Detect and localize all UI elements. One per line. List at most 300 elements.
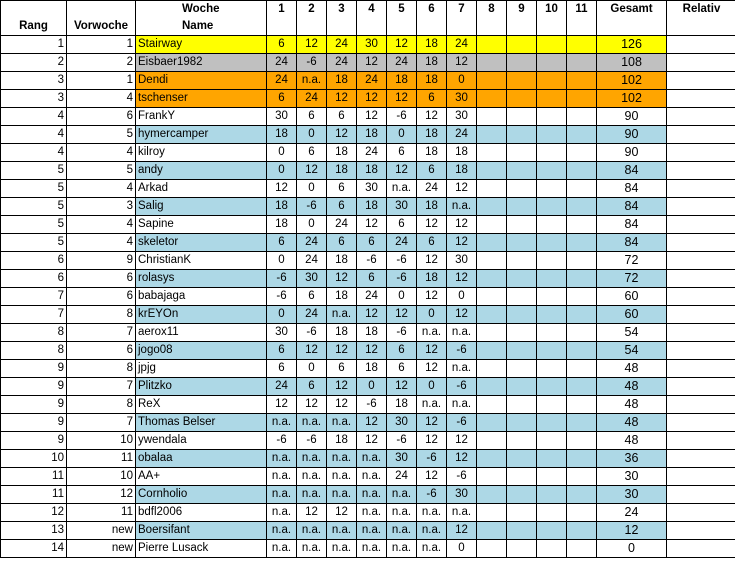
week-3-points-cell: n.a. xyxy=(327,450,357,468)
header-rang: Rang xyxy=(1,18,67,36)
week-5-points-cell: 18 xyxy=(387,72,417,90)
week-1-points-cell: -6 xyxy=(267,270,297,288)
week-4-points-cell: n.a. xyxy=(357,522,387,540)
week-8-points-cell xyxy=(477,216,507,234)
week-6-points-cell: 12 xyxy=(417,468,447,486)
week-6-points-cell: 12 xyxy=(417,216,447,234)
week-1-points-cell: 30 xyxy=(267,324,297,342)
relative-cell xyxy=(667,324,735,342)
week-1-points-cell: 12 xyxy=(267,180,297,198)
rank-cell: 13 xyxy=(1,522,67,540)
week-9-points-cell xyxy=(507,288,537,306)
rank-cell: 5 xyxy=(1,162,67,180)
week-6-points-cell: 0 xyxy=(417,378,447,396)
week-11-points-cell xyxy=(567,72,597,90)
week-9-points-cell xyxy=(507,432,537,450)
previous-week-cell: 1 xyxy=(67,36,136,54)
week-8-points-cell xyxy=(477,198,507,216)
week-4-points-cell: 30 xyxy=(357,36,387,54)
total-points-cell: 126 xyxy=(597,36,667,54)
week-8-points-cell xyxy=(477,414,507,432)
week-3-points-cell: n.a. xyxy=(327,306,357,324)
week-10-points-cell xyxy=(537,324,567,342)
total-points-cell: 54 xyxy=(597,342,667,360)
week-5-points-cell: 30 xyxy=(387,414,417,432)
week-9-points-cell xyxy=(507,450,537,468)
table-row xyxy=(1,306,735,324)
week-2-points-cell: 12 xyxy=(297,342,327,360)
player-name-cell: andy xyxy=(136,162,267,180)
week-1-points-cell: 30 xyxy=(267,108,297,126)
week-8-points-cell xyxy=(477,234,507,252)
total-points-cell: 60 xyxy=(597,306,667,324)
week-5-points-cell: 6 xyxy=(387,342,417,360)
header-week-3: 3 xyxy=(327,1,357,19)
header-week-7: 7 xyxy=(447,1,477,19)
week-1-points-cell: 18 xyxy=(267,216,297,234)
week-7-points-cell: 12 xyxy=(447,432,477,450)
player-name-cell: jpjg xyxy=(136,360,267,378)
week-1-points-cell: n.a. xyxy=(267,450,297,468)
week-10-points-cell xyxy=(537,306,567,324)
week-8-points-cell xyxy=(477,126,507,144)
previous-week-cell: 4 xyxy=(67,216,136,234)
week-10-points-cell xyxy=(537,414,567,432)
relative-cell xyxy=(667,450,735,468)
week-5-points-cell: n.a. xyxy=(387,540,417,558)
week-10-points-cell xyxy=(537,396,567,414)
table-row xyxy=(1,144,735,162)
relative-cell xyxy=(667,36,735,54)
week-5-points-cell: -6 xyxy=(387,324,417,342)
week-7-points-cell: 18 xyxy=(447,144,477,162)
week-9-points-cell xyxy=(507,72,537,90)
player-name-cell: AA+ xyxy=(136,468,267,486)
player-name-cell: ywendala xyxy=(136,432,267,450)
week-11-points-cell xyxy=(567,360,597,378)
player-name-cell: jogo08 xyxy=(136,342,267,360)
week-3-points-cell: 12 xyxy=(327,396,357,414)
previous-week-cell: 7 xyxy=(67,324,136,342)
week-3-points-cell: 6 xyxy=(327,360,357,378)
relative-cell xyxy=(667,288,735,306)
week-8-points-cell xyxy=(477,378,507,396)
week-6-points-cell: 12 xyxy=(417,432,447,450)
week-8-points-cell xyxy=(477,396,507,414)
week-7-points-cell: 24 xyxy=(447,126,477,144)
week-3-points-cell: 18 xyxy=(327,288,357,306)
week-9-points-cell xyxy=(507,216,537,234)
week-2-points-cell: 12 xyxy=(297,162,327,180)
week-10-points-cell xyxy=(537,252,567,270)
relative-cell xyxy=(667,180,735,198)
week-11-points-cell xyxy=(567,288,597,306)
week-1-points-cell: 6 xyxy=(267,234,297,252)
week-2-points-cell: 6 xyxy=(297,378,327,396)
week-9-points-cell xyxy=(507,360,537,378)
table-row xyxy=(1,324,735,342)
week-4-points-cell: -6 xyxy=(357,252,387,270)
week-5-points-cell: -6 xyxy=(387,252,417,270)
week-5-points-cell: 6 xyxy=(387,360,417,378)
previous-week-cell: 8 xyxy=(67,306,136,324)
week-5-points-cell: 12 xyxy=(387,36,417,54)
week-7-points-cell: 12 xyxy=(447,270,477,288)
previous-week-cell: 6 xyxy=(67,108,136,126)
table-row xyxy=(1,450,735,468)
week-6-points-cell: n.a. xyxy=(417,396,447,414)
table-row xyxy=(1,468,735,486)
total-points-cell: 102 xyxy=(597,72,667,90)
player-name-cell: krEYOn xyxy=(136,306,267,324)
week-5-points-cell: 12 xyxy=(387,306,417,324)
week-2-points-cell: -6 xyxy=(297,432,327,450)
rank-cell: 11 xyxy=(1,468,67,486)
week-11-points-cell xyxy=(567,378,597,396)
week-7-points-cell: 0 xyxy=(447,72,477,90)
week-10-points-cell xyxy=(537,522,567,540)
week-7-points-cell: 12 xyxy=(447,522,477,540)
week-7-points-cell: 12 xyxy=(447,216,477,234)
week-10-points-cell xyxy=(537,486,567,504)
week-7-points-cell: n.a. xyxy=(447,360,477,378)
week-2-points-cell: 6 xyxy=(297,108,327,126)
week-2-points-cell: n.a. xyxy=(297,540,327,558)
week-9-points-cell xyxy=(507,126,537,144)
total-points-cell: 48 xyxy=(597,414,667,432)
table-row xyxy=(1,522,735,540)
table-row xyxy=(1,162,735,180)
previous-week-cell: 10 xyxy=(67,432,136,450)
previous-week-cell: new xyxy=(67,522,136,540)
week-6-points-cell: 18 xyxy=(417,126,447,144)
week-11-points-cell xyxy=(567,468,597,486)
week-3-points-cell: n.a. xyxy=(327,522,357,540)
player-name-cell: obalaa xyxy=(136,450,267,468)
relative-cell xyxy=(667,54,735,72)
week-4-points-cell: 6 xyxy=(357,270,387,288)
week-3-points-cell: 12 xyxy=(327,126,357,144)
week-8-points-cell xyxy=(477,288,507,306)
week-3-points-cell: n.a. xyxy=(327,468,357,486)
header-row-bottom xyxy=(1,18,735,36)
total-points-cell: 102 xyxy=(597,90,667,108)
week-2-points-cell: 24 xyxy=(297,306,327,324)
relative-cell xyxy=(667,144,735,162)
week-9-points-cell xyxy=(507,252,537,270)
relative-cell xyxy=(667,414,735,432)
total-points-cell: 30 xyxy=(597,468,667,486)
week-2-points-cell: 0 xyxy=(297,126,327,144)
relative-cell xyxy=(667,216,735,234)
total-points-cell: 48 xyxy=(597,360,667,378)
previous-week-cell: 10 xyxy=(67,468,136,486)
table-row xyxy=(1,288,735,306)
week-3-points-cell: 18 xyxy=(327,144,357,162)
week-1-points-cell: 0 xyxy=(267,306,297,324)
week-10-points-cell xyxy=(537,234,567,252)
table-row xyxy=(1,378,735,396)
total-points-cell: 48 xyxy=(597,396,667,414)
total-points-cell: 84 xyxy=(597,234,667,252)
previous-week-cell: new xyxy=(67,540,136,558)
relative-cell xyxy=(667,468,735,486)
previous-week-cell: 3 xyxy=(67,198,136,216)
rank-cell: 9 xyxy=(1,378,67,396)
week-8-points-cell xyxy=(477,270,507,288)
week-6-points-cell: 6 xyxy=(417,90,447,108)
week-1-points-cell: 0 xyxy=(267,162,297,180)
header-week-8: 8 xyxy=(477,1,507,19)
week-6-points-cell: 6 xyxy=(417,234,447,252)
week-7-points-cell: -6 xyxy=(447,342,477,360)
week-8-points-cell xyxy=(477,342,507,360)
week-8-points-cell xyxy=(477,324,507,342)
player-name-cell: Stairway xyxy=(136,36,267,54)
week-11-points-cell xyxy=(567,432,597,450)
week-6-points-cell: n.a. xyxy=(417,324,447,342)
week-1-points-cell: 6 xyxy=(267,90,297,108)
table-row xyxy=(1,252,735,270)
table-row xyxy=(1,540,735,558)
player-name-cell: ChristianK xyxy=(136,252,267,270)
week-5-points-cell: -6 xyxy=(387,270,417,288)
week-4-points-cell: 12 xyxy=(357,54,387,72)
rank-cell: 4 xyxy=(1,108,67,126)
player-name-cell: rolasys xyxy=(136,270,267,288)
week-11-points-cell xyxy=(567,414,597,432)
week-4-points-cell: 18 xyxy=(357,324,387,342)
week-2-points-cell: n.a. xyxy=(297,414,327,432)
rank-cell: 12 xyxy=(1,504,67,522)
week-5-points-cell: n.a. xyxy=(387,522,417,540)
week-10-points-cell xyxy=(537,342,567,360)
table-row xyxy=(1,36,735,54)
header-week-5: 5 xyxy=(387,1,417,19)
week-3-points-cell: 12 xyxy=(327,342,357,360)
relative-cell xyxy=(667,396,735,414)
rank-cell: 2 xyxy=(1,54,67,72)
week-6-points-cell: 18 xyxy=(417,54,447,72)
table-row xyxy=(1,396,735,414)
table-row xyxy=(1,54,735,72)
week-6-points-cell: 12 xyxy=(417,108,447,126)
week-4-points-cell: n.a. xyxy=(357,468,387,486)
rank-cell: 4 xyxy=(1,126,67,144)
total-points-cell: 54 xyxy=(597,324,667,342)
week-10-points-cell xyxy=(537,468,567,486)
week-9-points-cell xyxy=(507,540,537,558)
week-3-points-cell: 24 xyxy=(327,54,357,72)
week-9-points-cell xyxy=(507,414,537,432)
week-11-points-cell xyxy=(567,486,597,504)
table-row xyxy=(1,198,735,216)
relative-cell xyxy=(667,252,735,270)
week-11-points-cell xyxy=(567,90,597,108)
week-3-points-cell: 12 xyxy=(327,270,357,288)
week-2-points-cell: 24 xyxy=(297,234,327,252)
header-blank-1 xyxy=(1,1,67,19)
header-gesamt: Gesamt xyxy=(597,1,667,19)
week-2-points-cell: 0 xyxy=(297,216,327,234)
week-6-points-cell: 0 xyxy=(417,306,447,324)
week-1-points-cell: n.a. xyxy=(267,522,297,540)
week-2-points-cell: 12 xyxy=(297,396,327,414)
week-7-points-cell: n.a. xyxy=(447,198,477,216)
table-row xyxy=(1,360,735,378)
week-10-points-cell xyxy=(537,450,567,468)
week-9-points-cell xyxy=(507,342,537,360)
total-points-cell: 84 xyxy=(597,198,667,216)
week-1-points-cell: n.a. xyxy=(267,414,297,432)
header-week-2: 2 xyxy=(297,1,327,19)
header-row-top xyxy=(1,1,735,19)
week-10-points-cell xyxy=(537,270,567,288)
week-4-points-cell: 24 xyxy=(357,144,387,162)
week-4-points-cell: n.a. xyxy=(357,504,387,522)
week-4-points-cell: n.a. xyxy=(357,450,387,468)
week-1-points-cell: 0 xyxy=(267,252,297,270)
week-11-points-cell xyxy=(567,162,597,180)
week-9-points-cell xyxy=(507,504,537,522)
rank-cell: 3 xyxy=(1,90,67,108)
relative-cell xyxy=(667,360,735,378)
player-name-cell: Thomas Belser xyxy=(136,414,267,432)
rank-cell: 9 xyxy=(1,432,67,450)
week-5-points-cell: 0 xyxy=(387,126,417,144)
week-1-points-cell: 6 xyxy=(267,342,297,360)
week-11-points-cell xyxy=(567,126,597,144)
previous-week-cell: 7 xyxy=(67,378,136,396)
week-2-points-cell: 12 xyxy=(297,36,327,54)
week-3-points-cell: n.a. xyxy=(327,414,357,432)
relative-cell xyxy=(667,72,735,90)
week-8-points-cell xyxy=(477,180,507,198)
week-4-points-cell: 30 xyxy=(357,180,387,198)
week-6-points-cell: 12 xyxy=(417,252,447,270)
previous-week-cell: 5 xyxy=(67,162,136,180)
previous-week-cell: 9 xyxy=(67,252,136,270)
week-7-points-cell: 30 xyxy=(447,90,477,108)
week-5-points-cell: -6 xyxy=(387,108,417,126)
previous-week-cell: 1 xyxy=(67,72,136,90)
total-points-cell: 36 xyxy=(597,450,667,468)
week-5-points-cell: n.a. xyxy=(387,180,417,198)
week-10-points-cell xyxy=(537,72,567,90)
previous-week-cell: 4 xyxy=(67,90,136,108)
rank-cell: 7 xyxy=(1,306,67,324)
week-8-points-cell xyxy=(477,72,507,90)
total-points-cell: 84 xyxy=(597,180,667,198)
week-3-points-cell: 6 xyxy=(327,180,357,198)
rank-cell: 9 xyxy=(1,414,67,432)
week-5-points-cell: n.a. xyxy=(387,486,417,504)
relative-cell xyxy=(667,198,735,216)
week-5-points-cell: -6 xyxy=(387,432,417,450)
relative-cell xyxy=(667,504,735,522)
rank-cell: 5 xyxy=(1,234,67,252)
week-9-points-cell xyxy=(507,270,537,288)
week-3-points-cell: 6 xyxy=(327,108,357,126)
player-name-cell: kilroy xyxy=(136,144,267,162)
week-2-points-cell: -6 xyxy=(297,324,327,342)
week-9-points-cell xyxy=(507,306,537,324)
previous-week-cell: 6 xyxy=(67,288,136,306)
week-2-points-cell: n.a. xyxy=(297,450,327,468)
week-7-points-cell: -6 xyxy=(447,414,477,432)
week-7-points-cell: 12 xyxy=(447,450,477,468)
week-11-points-cell xyxy=(567,324,597,342)
week-4-points-cell: 12 xyxy=(357,90,387,108)
header-blank-2 xyxy=(67,1,136,19)
header-name: Name xyxy=(136,18,267,36)
week-8-points-cell xyxy=(477,54,507,72)
week-8-points-cell xyxy=(477,450,507,468)
week-1-points-cell: 18 xyxy=(267,198,297,216)
rank-cell: 14 xyxy=(1,540,67,558)
week-3-points-cell: 18 xyxy=(327,252,357,270)
week-5-points-cell: 0 xyxy=(387,288,417,306)
week-2-points-cell: 0 xyxy=(297,360,327,378)
week-6-points-cell: 18 xyxy=(417,144,447,162)
week-11-points-cell xyxy=(567,252,597,270)
week-1-points-cell: n.a. xyxy=(267,486,297,504)
week-11-points-cell xyxy=(567,180,597,198)
week-11-points-cell xyxy=(567,342,597,360)
player-name-cell: Cornholio xyxy=(136,486,267,504)
player-name-cell: Eisbaer1982 xyxy=(136,54,267,72)
player-name-cell: babajaga xyxy=(136,288,267,306)
previous-week-cell: 4 xyxy=(67,180,136,198)
week-10-points-cell xyxy=(537,36,567,54)
previous-week-cell: 4 xyxy=(67,144,136,162)
week-11-points-cell xyxy=(567,198,597,216)
table-row xyxy=(1,90,735,108)
table-row xyxy=(1,216,735,234)
week-6-points-cell: 12 xyxy=(417,414,447,432)
week-8-points-cell xyxy=(477,252,507,270)
week-1-points-cell: 24 xyxy=(267,72,297,90)
week-1-points-cell: -6 xyxy=(267,288,297,306)
week-11-points-cell xyxy=(567,36,597,54)
week-4-points-cell: 6 xyxy=(357,234,387,252)
rank-cell: 8 xyxy=(1,342,67,360)
week-9-points-cell xyxy=(507,198,537,216)
week-5-points-cell: 12 xyxy=(387,90,417,108)
week-1-points-cell: 24 xyxy=(267,54,297,72)
rank-cell: 9 xyxy=(1,396,67,414)
week-3-points-cell: 18 xyxy=(327,324,357,342)
week-7-points-cell: 12 xyxy=(447,306,477,324)
week-7-points-cell: 30 xyxy=(447,252,477,270)
week-7-points-cell: n.a. xyxy=(447,324,477,342)
week-9-points-cell xyxy=(507,180,537,198)
week-11-points-cell xyxy=(567,108,597,126)
week-5-points-cell: 30 xyxy=(387,198,417,216)
week-7-points-cell: 0 xyxy=(447,540,477,558)
week-4-points-cell: 12 xyxy=(357,108,387,126)
week-1-points-cell: 12 xyxy=(267,396,297,414)
week-6-points-cell: 6 xyxy=(417,162,447,180)
player-name-cell: aerox11 xyxy=(136,324,267,342)
week-7-points-cell: 18 xyxy=(447,162,477,180)
week-10-points-cell xyxy=(537,54,567,72)
week-10-points-cell xyxy=(537,180,567,198)
week-11-points-cell xyxy=(567,504,597,522)
week-5-points-cell: 30 xyxy=(387,450,417,468)
week-2-points-cell: 6 xyxy=(297,144,327,162)
player-name-cell: bdfl2006 xyxy=(136,504,267,522)
